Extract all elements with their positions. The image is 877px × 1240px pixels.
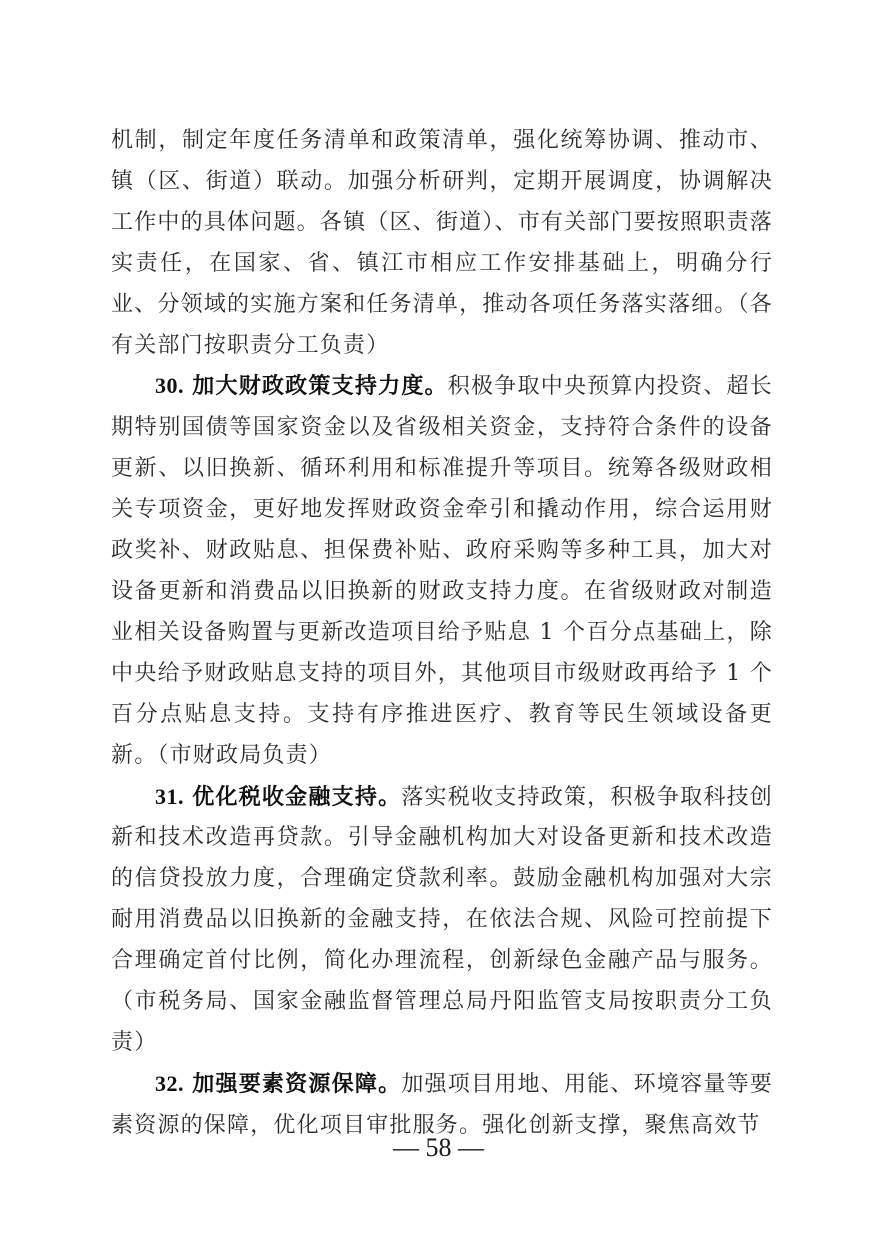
page-number: — 58 — (393, 1133, 484, 1162)
paragraph-30 (111, 366, 773, 776)
item-heading: 加强要素资源保障。 (192, 1070, 402, 1097)
item-number: 32. (155, 1070, 184, 1096)
paragraph-31 (111, 777, 773, 1064)
paragraph-29-continued (111, 121, 773, 366)
paragraph-body: 积极争取中央预算内投资、超长期特别国债等国家资金以及省级相关资金，支持符合条件的设备更新、以旧换新、循环利用和标准提升等项目。统筹各级财政相关专项资金，更好地发挥财政资金牵引和撬动作用，综合运用财政奖补、财政贴息、担保费补贴、政府采购等多种工具，加大对设备更新和消费品以旧换新的财政支持力度。在省级财政对制造业相关设备购置与更新改造项目给予贴息 1 个百分点基础上，除中央给予财政贴息支持的项目外，其他项目市级财政再给予 1 个百分点贴息支持。支持有序推进医疗、教育等民生领域设备更新。（市财政局负责） (111, 374, 773, 768)
item-heading: 优化税收金融支持。 (192, 783, 402, 810)
paragraph-body: 落实税收支持政策，积极争取科技创新和技术改造再贷款。引导金融机构加大对设备更新和技术改造的信贷投放力度，合理确定贷款利率。鼓励金融机构加强对大宗耐用消费品以旧换新的金融支持，在依法合规、风险可控前提下合理确定首付比例，简化办理流程，创新绿色金融产品与服务。（市税务局、国家金融监督管理总局丹阳监管支局按职责分工负责） (111, 784, 773, 1055)
document-body (111, 121, 773, 1147)
item-number: 30. (155, 373, 184, 399)
paragraph-body: 加强项目用地、用能、环境容量等要素资源的保障，优化项目审批服务。强化创新支撑，聚焦高效节 (111, 1071, 773, 1138)
item-heading: 加大财政政策支持力度。 (192, 373, 448, 400)
paragraph-body: 机制，制定年度任务清单和政策清单，强化统筹协调、推动市、镇（区、街道）联动。加强分析研判，定期开展调度，协调解决工作中的具体问题。各镇（区、街道）、市有关部门要按照职责落实责任，在国家、省、镇江市相应工作安排基础上，明确分行业、分领域的实施方案和任务清单，推动各项任务落实落细。（各有关部门按职责分工负责） (111, 128, 773, 358)
item-number: 31. (155, 783, 184, 809)
